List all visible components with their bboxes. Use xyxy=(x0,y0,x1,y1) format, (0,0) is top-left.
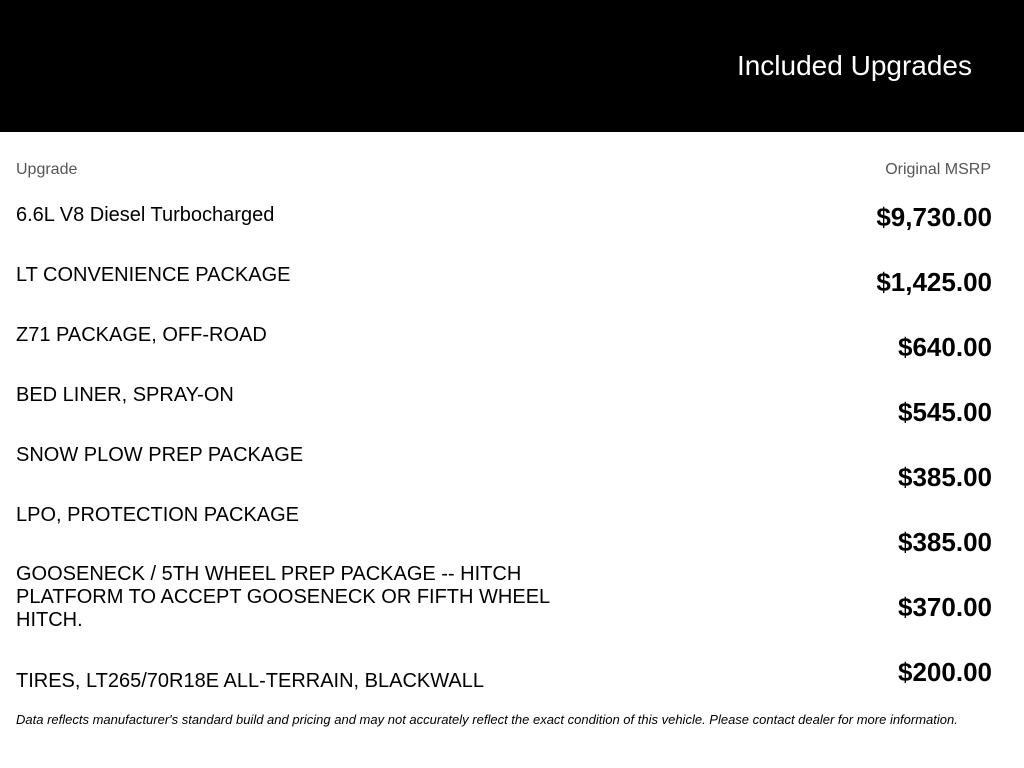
upgrade-price: $1,425.00 xyxy=(876,267,992,297)
upgrade-price: $640.00 xyxy=(898,332,992,362)
upgrade-name: LT CONVENIENCE PACKAGE xyxy=(16,264,291,286)
header-banner xyxy=(0,0,1024,132)
upgrade-price: $385.00 xyxy=(898,462,992,492)
disclaimer-text: Data reflects manufacturer's standard build and pricing and may not accurately reflect the exact condition of this vehicle. Please contact dealer for more information. xyxy=(16,712,958,727)
upgrade-name: SNOW PLOW PREP PACKAGE xyxy=(16,444,304,466)
upgrade-name: LPO, PROTECTION PACKAGE xyxy=(16,504,300,526)
upgrade-name: BED LINER, SPRAY-ON xyxy=(16,384,234,406)
upgrade-price: $545.00 xyxy=(898,397,992,427)
upgrade-name: Z71 PACKAGE, OFF-ROAD xyxy=(16,324,267,346)
msrp-column-header: Original MSRP xyxy=(885,161,991,178)
upgrade-price: $9,730.00 xyxy=(876,202,992,232)
upgrade-price: $385.00 xyxy=(898,527,992,557)
upgrade-name: 6.6L V8 Diesel Turbocharged xyxy=(16,204,275,226)
upgrade-price: $200.00 xyxy=(898,657,992,687)
page-title: Included Upgrades xyxy=(736,50,972,81)
upgrade-price: $370.00 xyxy=(898,592,992,622)
upgrade-column-header: Upgrade xyxy=(16,161,78,178)
upgrade-name: GOOSENECK / 5TH WHEEL PREP PACKAGE -- HITCH PLATFORM TO ACCEPT GOOSENECK OR FIFTH WHEEL HITCH. xyxy=(16,563,550,631)
upgrade-name: TIRES, LT265/70R18E ALL-TERRAIN, BLACKWALL xyxy=(16,670,484,692)
